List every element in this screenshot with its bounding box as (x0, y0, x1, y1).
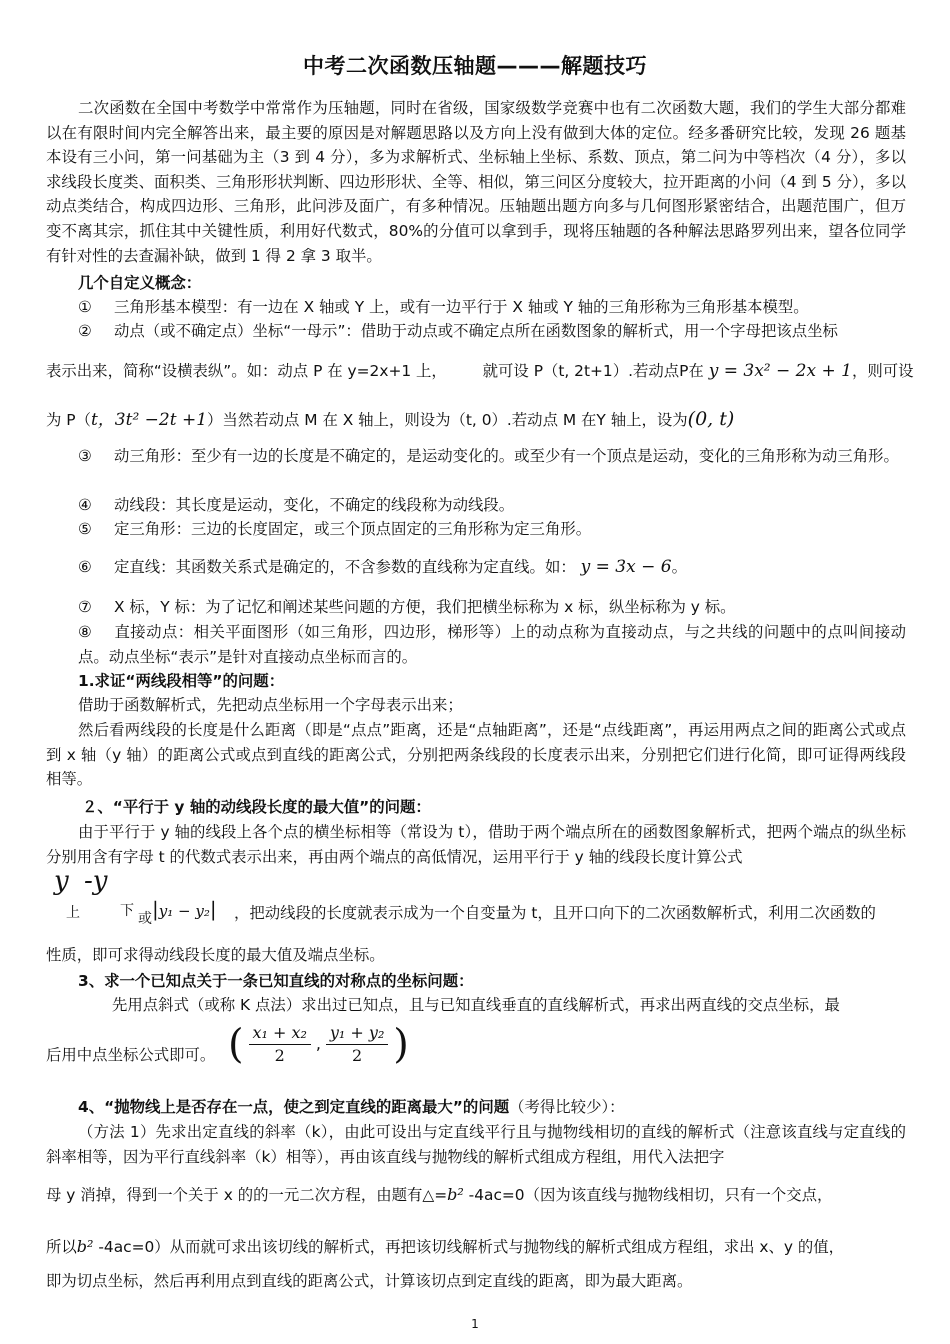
concept-2-text-1: 动点（或不确定点）坐标“一母示”：借助于动点或不确定点所在函数图象的解析式，用一个字母把该点坐标 (114, 322, 838, 340)
concept-3 (78, 444, 906, 469)
section-3-formula-line (46, 1021, 906, 1076)
concept-8-number: ⑧ (78, 623, 92, 641)
b-squared-2: b² (76, 1237, 94, 1256)
concept-2-line-3 (46, 408, 906, 431)
concept-2-math-1: y = 3x² − 2x + 1 (708, 361, 852, 381)
section-4-p4: 即为切点坐标，然后再利用点到直线的距离公式，计算该切点到定直线的距离，即为最大距离。 (46, 1272, 693, 1290)
concept-3-text: 动三角形：至少有一边的长度是不确定的，是运动变化的。或至少有一个顶点是运动，变化的三角形称为动三角形。 (114, 447, 899, 465)
section-2-heading: ２、“平行于 y 轴的动线段长度的最大值”的问题： (82, 798, 431, 816)
concept-2-number: ② (78, 322, 92, 340)
concept-2-text-2a: 表示出来，简称“设横表纵”。如：动点 P 在 y=2x+1 上， (46, 362, 447, 380)
section-4-p3: 所以b² -4ac=0）从而就可求出该切线的解析式，再把该切线解析式与抛物线的解析式组成方程组，求出 x、y 的值， (46, 1237, 845, 1256)
concept-6-text: 定直线：其函数关系式是确定的，不含参数的直线称为定直线。如： (114, 558, 576, 576)
concept-2-text-3b: ）当然若动点 M 在 X 轴上，则设为（t, 0）.若动点 M 在Y 轴上，设为 (207, 411, 688, 429)
section-1-p2: 然后看两线段的长度是什么距离（即是“点点”距离，还是“点轴距离”，还是“点线距离”，再运用两点之间的距离公式或点到 x 轴（y 轴）的距离公式或点到直线的距离公式，分别把两条线段的长度表示出来，分别把它们进行化简，即可证得两线段相等。 (46, 721, 906, 789)
concepts-heading: 几个自定义概念： (78, 274, 202, 292)
concept-5-number: ⑤ (78, 520, 92, 538)
concept-7-number: ⑦ (78, 598, 92, 616)
section-4-p2: 母 y 消掉，得到一个关于 x 的的一元二次方程，由题有△=b² -4ac=0（因为该直线与抛物线相切，只有一个交点， (46, 1185, 833, 1204)
concept-2-line-2 (46, 360, 914, 382)
concept-5 (78, 518, 938, 540)
concept-2-line-1 (78, 320, 938, 342)
section-2-p1: 由于平行于 y 轴的线段上各个点的横坐标相等（常设为 t），借助于两个端点所在的函数图象解析式，把两个端点的纵坐标分别用含有字母 t 的代数式表示出来，再由两个端点的高低情况，运用平行于 y 轴的线段长度计算公式 (46, 823, 906, 866)
formula-sub-up: 上 (66, 905, 80, 921)
concept-6-tail: 。 (671, 558, 687, 576)
formula-abs: |y₁ − y₂| (152, 897, 217, 921)
section-3-p1: 先用点斜式（或称 K 点法）求出过已知点，且与已知直线垂直的直线解析式，再求出两直线的交点坐标，最 (112, 996, 840, 1014)
formula-sub-down: 下 (120, 903, 134, 919)
section-4-heading: 4、“抛物线上是否存在一点，使之到定直线的距离最大”的问题 (78, 1098, 510, 1116)
b-squared-1: b² (447, 1185, 464, 1204)
section-1-p1: 借助于函数解析式，先把动点坐标用一个字母表示出来； (78, 696, 463, 714)
formula-y: y (54, 866, 69, 896)
section-3-p2: 后用中点坐标公式即可。 (46, 1046, 216, 1064)
concept-4-number: ④ (78, 496, 92, 514)
page-title: 中考二次函数压轴题———解题技巧 (303, 54, 647, 78)
formula-minus-y: -y (84, 866, 108, 896)
section-3-heading: 3、求一个已知点关于一条已知直线的对称点的坐标问题： (78, 972, 474, 990)
concept-1-text: 三角形基本模型：有一边在 X 轴或 Y 上，或有一边平行于 X 轴或 Y 轴的三角形称为三角形基本模型。 (114, 298, 809, 316)
concept-8 (78, 620, 906, 669)
section-2-p2: ，把动线段的长度就表示成为一个自变量为 t，且开口向下的二次函数解析式，利用二次函数的 (234, 904, 876, 922)
concept-3-number: ③ (78, 447, 92, 465)
page-number: 1 (471, 1317, 479, 1331)
formula-or: 或 (138, 911, 152, 927)
concept-6 (78, 556, 938, 578)
section-4-p1: （方法 1）先求出定直线的斜率（k），由此可设出与定直线平行且与抛物线相切的直线的解析式（注意该直线与定直线的斜率相等，因为平行直线斜率（k）相等），再由该直线与抛物线的解析式组成方程组，用代入法把字 (46, 1123, 906, 1166)
concept-7 (78, 596, 938, 618)
concept-2-math-2: t，3t² −2t +1 (90, 410, 208, 430)
midpoint-formula: ( $\frac{\text{x₁ + x₂}}{2}$ , $\frac{\text{y₁ + y₂}}{2}$ ) (228, 1021, 409, 1068)
concept-4 (78, 494, 938, 516)
concept-4-text: 动线段：其长度是运动，变化，不确定的线段称为动线段。 (114, 496, 515, 514)
section-1-heading: 1.求证“两线段相等”的问题： (78, 672, 285, 690)
concept-5-text: 定三角形：三边的长度固定，或三个顶点固定的三角形称为定三角形。 (114, 520, 592, 538)
concept-1-number: ① (78, 298, 92, 316)
section-2-formula-line (46, 866, 906, 927)
concept-2-text-3a: 为 P（ (46, 411, 91, 429)
concept-1 (78, 296, 938, 318)
concept-8-text: 直接动点：相关平面图形（如三角形，四边形，梯形等）上的动点称为直接动点，与之共线的问题中的点叫间接动点。动点坐标“表示”是针对直接动点坐标而言的。 (78, 623, 906, 666)
concept-6-math: y = 3x − 6 (580, 557, 672, 577)
section-2-p3: 性质，即可求得动线段长度的最大值及端点坐标。 (46, 946, 385, 964)
concept-2-text-2c: ，则可设 (851, 362, 914, 380)
concept-2-math-3: (0, t) (687, 408, 735, 430)
midpoint-frac-y: $\frac{\text{y₁ + y₂}}{2}$ (326, 1022, 388, 1067)
section-4-heading-tail: （考得比较少）： (509, 1098, 625, 1116)
midpoint-frac-x: $\frac{\text{x₁ + x₂}}{2}$ (249, 1022, 311, 1067)
intro-paragraph: 二次函数在全国中考数学中常常作为压轴题，同时在省级，国家级数学竞赛中也有二次函数大题，我们的学生大部分都难以在有限时间内完全解答出来，最主要的原因是对解题思路以及方向上没有做到大体的定位。经多番研究比较，发现 26 题基本设有三小问，第一问基础为主（3 到 4 分），多为求解析式、坐标轴上坐标、系数、顶点，第二问为中等档次（4 分），多以求线段长度类、面积类、三角形形状判断、四边形形状、全等、相似，第三问区分度较大，拉开距离的小问（4 到 5 分），多以动点类结合，构成四边形、三角形，此问涉及面广，有多种情况。压轴题出题方向多与几何图形紧密结合，出题范围广，但万变不离其宗，抓住其中关键性质，利用好代数式，80%的分值可以拿到手，现将压轴题的各种解法思路罗列出来，望各位同学有针对性的去查漏补缺，做到 1 得 2 拿 3 取半。 (46, 99, 906, 265)
concept-2-text-2b: 就可设 P（t, 2t+1）.若动点P在 (482, 362, 704, 380)
section-4-heading-line (78, 1096, 938, 1118)
concept-6-number: ⑥ (78, 558, 92, 576)
concept-7-text: X 标，Y 标：为了记忆和阐述某些问题的方便，我们把横坐标称为 x 标，纵坐标称为 y 标。 (114, 598, 736, 616)
